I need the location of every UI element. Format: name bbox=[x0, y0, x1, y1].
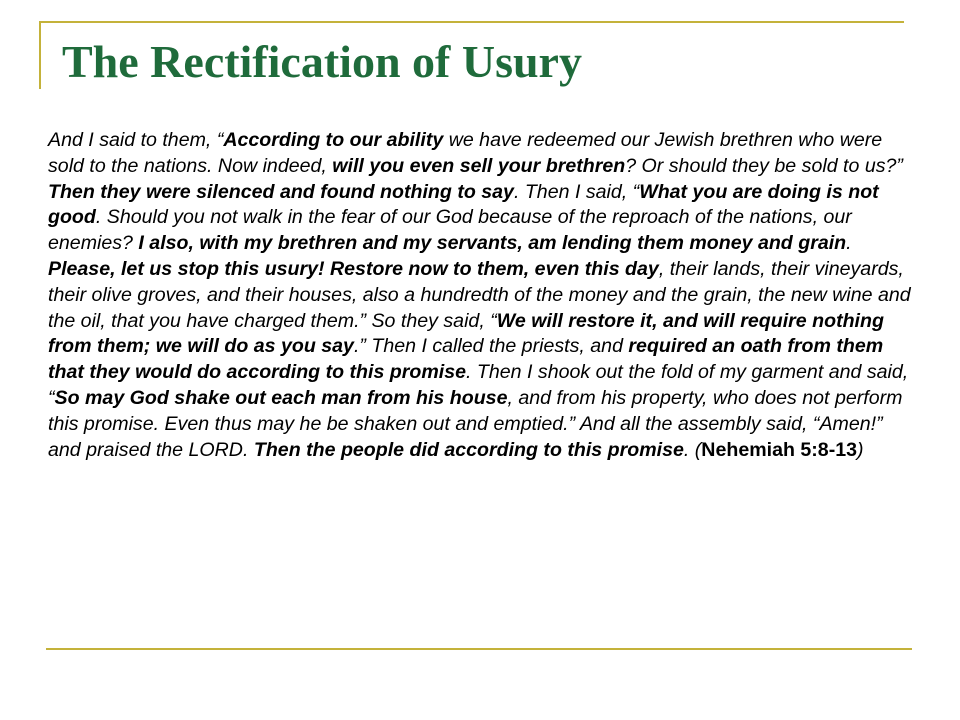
passage-text: . Should you not walk in the fear of our God because of the reproach of the nations, our enemies? bbox=[48, 206, 852, 255]
passage-emphasis: Please, let us stop this usury! Restore now to them, even this day bbox=[48, 257, 659, 280]
bottom-rule bbox=[46, 648, 912, 650]
passage-emphasis: So may God shake out each man from his house bbox=[54, 386, 508, 409]
passage-text: , and from his property, who does not perform this promise. Even thus may he be shaken out and emptied.” And all the assembly said, “Amen!” and praised the LORD. bbox=[48, 386, 903, 461]
passage-emphasis: Then they were silenced and found nothing to say bbox=[48, 180, 514, 203]
passage-text: . Then I shook out the fold of my garment and said, “ bbox=[48, 361, 909, 409]
passage-emphasis: I also, with my brethren and my servants, am lending them money and grain bbox=[138, 232, 847, 255]
left-rule bbox=[39, 21, 41, 89]
passage-text: . ( bbox=[683, 438, 702, 461]
passage-emphasis: According to our ability bbox=[223, 129, 444, 151]
passage-emphasis: Then the people did according to this promise bbox=[253, 438, 684, 461]
passage-text: .” Then I called the priests, and bbox=[353, 335, 629, 358]
passage-text: we have redeemed our Jewish brethren who were sold to the nations. Now indeed, bbox=[48, 129, 883, 177]
passage-text: ? Or should they be sold to us?” bbox=[625, 154, 903, 177]
passage-emphasis: We will restore it, and will require nothing from them; we will do as you say bbox=[48, 309, 884, 358]
top-rule bbox=[40, 21, 904, 23]
passage-text: , their lands, their vineyards, their olive groves, and their houses, also a hundredth of the money and the grain, the new wine and the oil, that you have charged them.” So they said, “ bbox=[48, 257, 911, 332]
scripture-passage bbox=[48, 128, 918, 463]
slide-title: The Rectification of Usury bbox=[62, 36, 582, 87]
passage-text: . bbox=[846, 232, 852, 255]
passage-emphasis: will you even sell your brethren bbox=[332, 154, 626, 177]
passage-text: . Then I said, “ bbox=[513, 180, 640, 203]
scripture-reference: Nehemiah 5:8-13 bbox=[701, 438, 858, 461]
passage-emphasis: required an oath from them that they would do according to this promise bbox=[48, 335, 884, 384]
passage-text: And I said to them, “ bbox=[48, 129, 224, 151]
passage-emphasis: What you are doing is not good bbox=[48, 180, 879, 229]
passage-text: ) bbox=[857, 438, 864, 461]
